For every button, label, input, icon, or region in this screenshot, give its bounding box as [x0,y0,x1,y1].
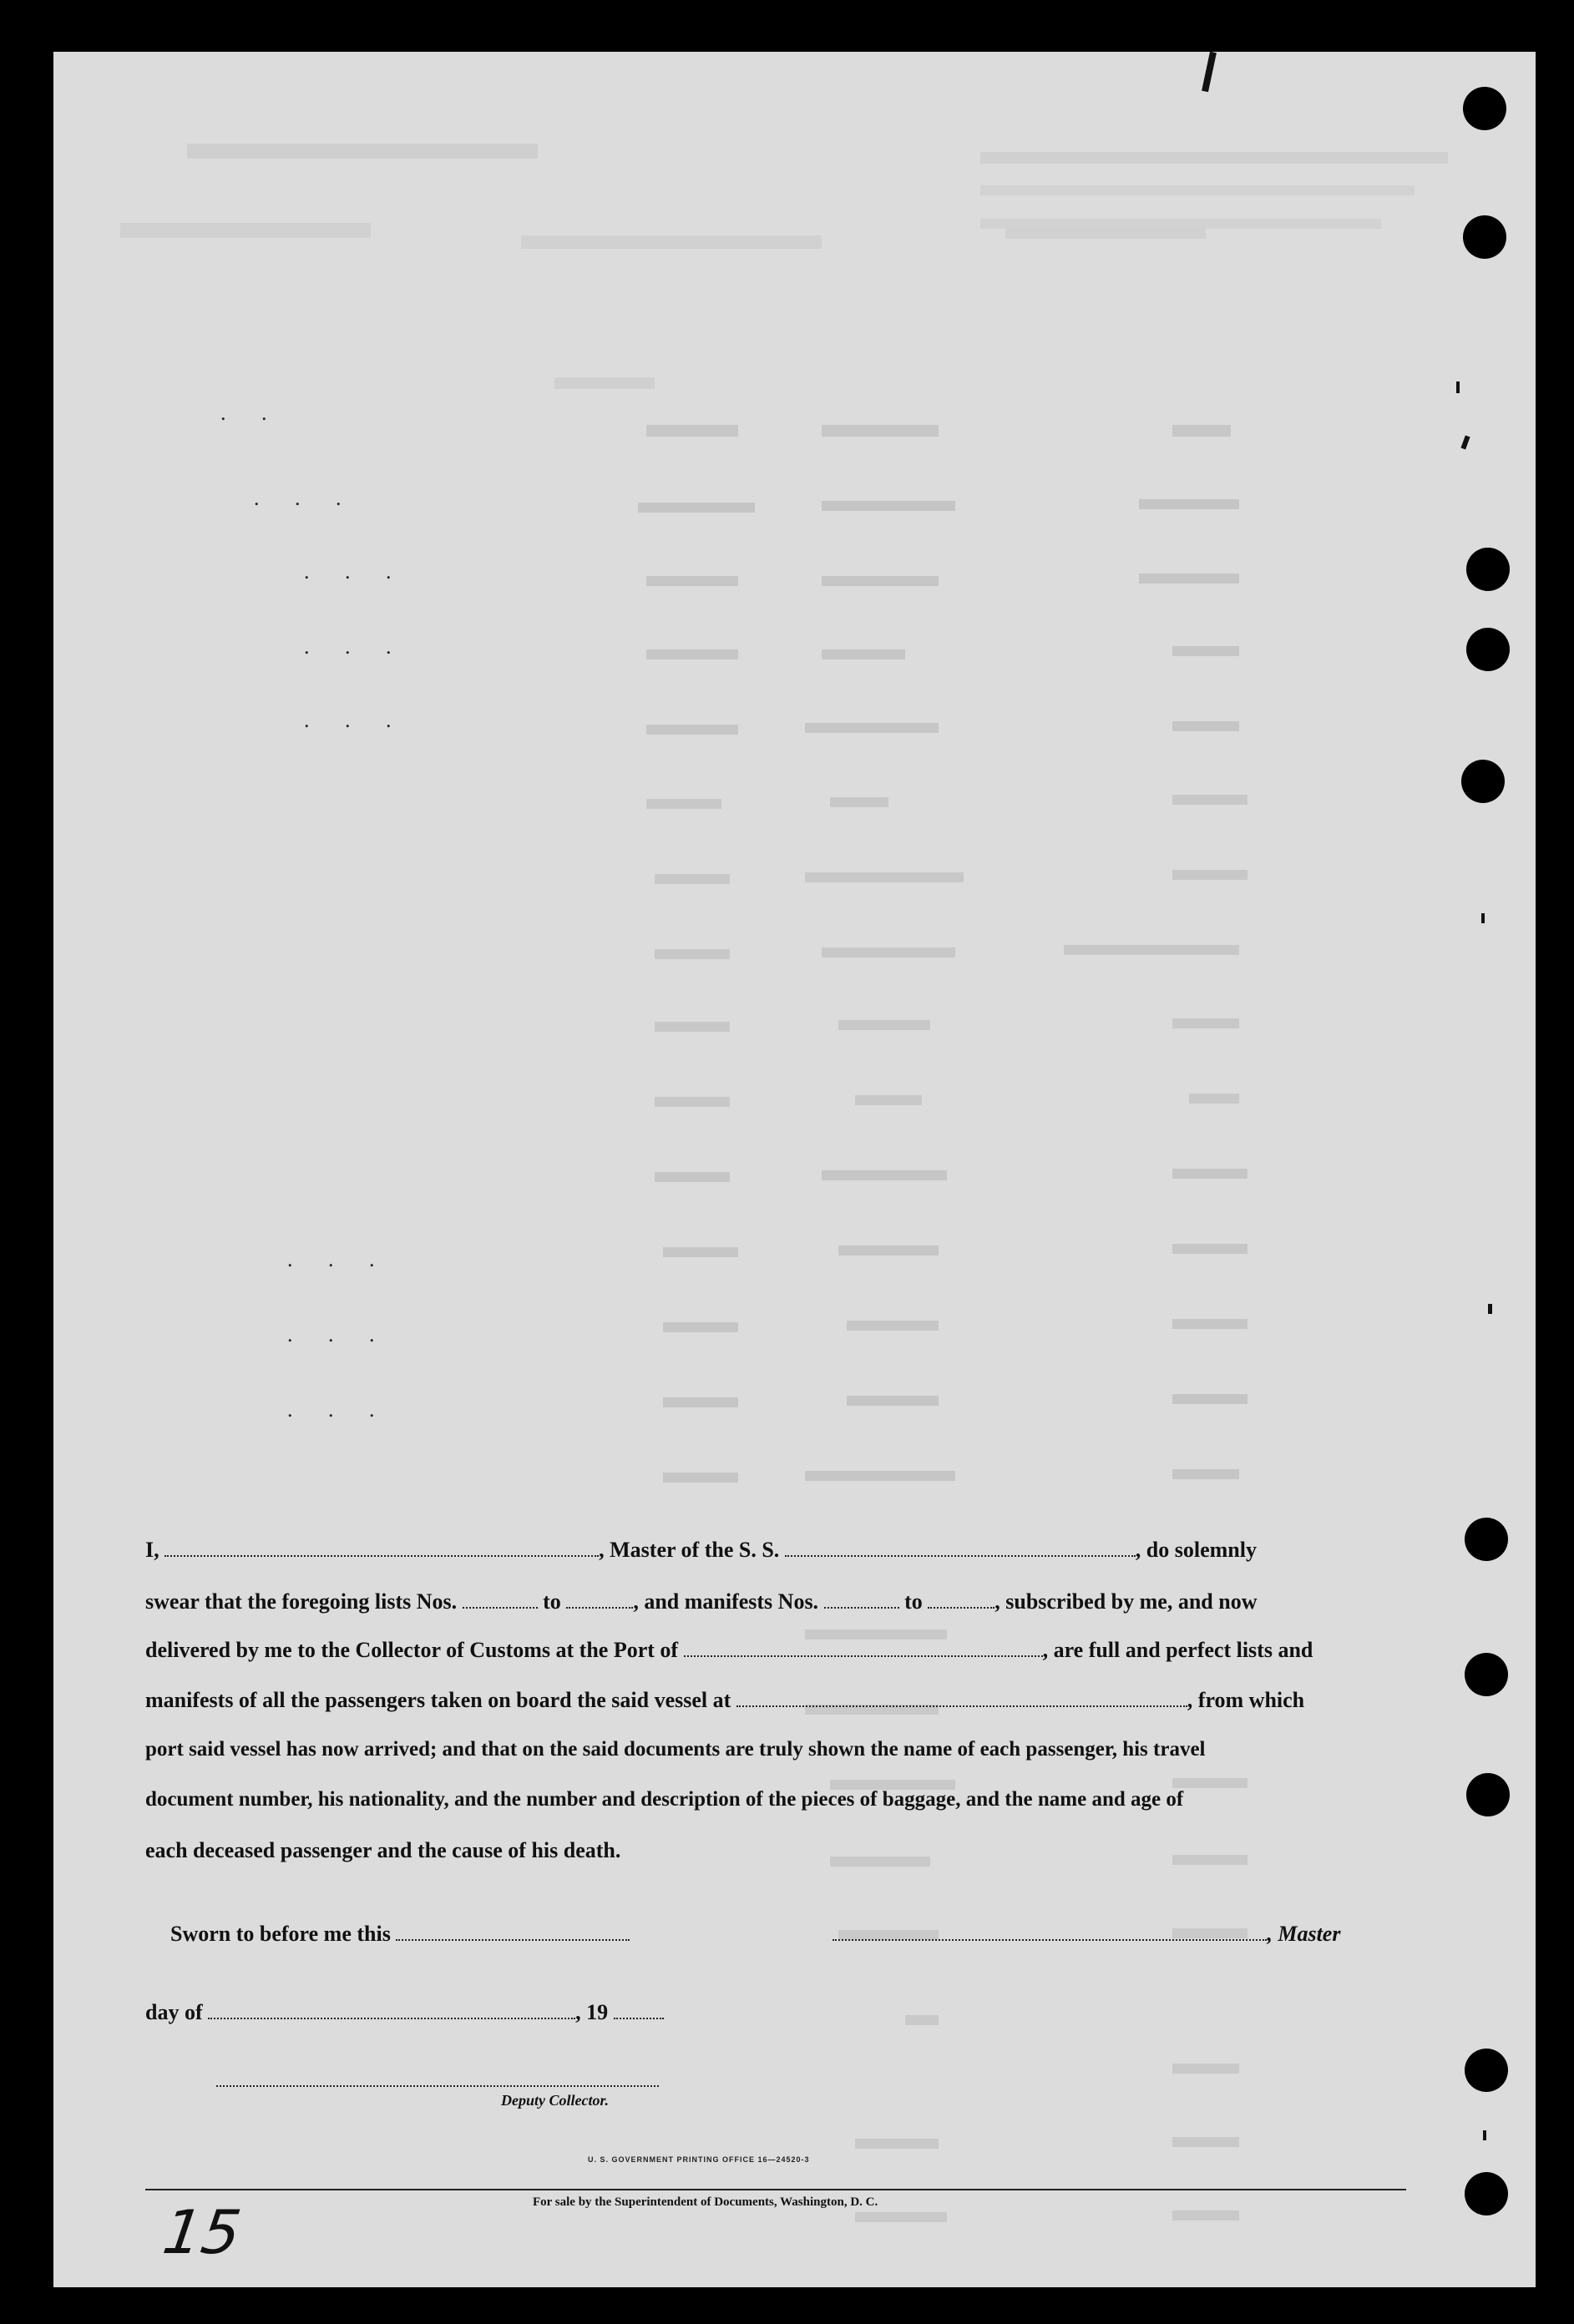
tear-mark [1202,52,1217,92]
footer-rule [145,2189,1406,2190]
declaration-line-3: delivered by me to the Collector of Customs at the Port of , are full and perfect lists and [145,1638,1313,1662]
punch-hole [1466,628,1510,671]
edge-mark [1481,913,1485,923]
punch-hole [1461,760,1505,803]
punch-hole [1465,1653,1508,1696]
day-of-line: day of , 19 [145,2000,1465,2025]
punch-hole [1466,548,1510,591]
manifest-page: . . . . . . . . . . . . . . . . . . . . . . . I, , Master of the S. S. , do solemnly swear that the foregoing lists Nos. to , and manifests Nos. to , subscribed by me, and now delivered by me to the Collector of Customs at the Port of , are full and perfect lists and manifests of all the passengers taken on board the said vessel at , from which port said vessel has now arrived; and that on the said documents are truly shown the name of each passenger, his travel document number, his nationality, and the number and description of the pieces of baggage, and the name and age of each deceased passenger and the cause of his death. Sworn to before me this , Master day of , 19 Deputy Collector. U. S. GOVERNMENT PRINTING OFFICE 16—24520-3 For sale by the Superintendent of Documents, Washington, D. C. 15 [53,52,1536,2287]
punch-hole [1463,87,1506,130]
footer-note: For sale by the Superintendent of Documents, Washington, D. C. [533,2195,878,2209]
declaration-line-6: document number, his nationality, and the number and description of the pieces of baggage, and the name and age of [145,1788,1184,1811]
declaration-line-1: I, , Master of the S. S. , do solemnly [145,1538,1257,1562]
punch-hole [1465,1518,1508,1561]
printing-office-line: U. S. GOVERNMENT PRINTING OFFICE 16—24520-3 [588,2155,810,2164]
declaration-line-5: port said vessel has now arrived; and that on the said documents are truly shown the name of each passenger, his travel [145,1738,1206,1761]
punch-hole [1465,2172,1508,2215]
declaration-line-2: swear that the foregoing lists Nos. to , and manifests Nos. to , subscribed by me, and now [145,1589,1258,1614]
edge-mark [1483,2130,1486,2140]
sworn-line: Sworn to before me this , Master [170,1922,1341,1946]
edge-mark [1460,435,1470,449]
punch-hole [1463,215,1506,259]
edge-mark [1488,1304,1492,1314]
punch-hole [1466,1773,1510,1816]
handwritten-page-number: 15 [159,2197,245,2267]
declaration-line-4: manifests of all the passengers taken on board the said vessel at , from which [145,1688,1305,1712]
deputy-signature-line [216,2085,659,2087]
declaration-line-7: each deceased passenger and the cause of his death. [145,1838,621,1862]
punch-hole [1465,2049,1508,2092]
edge-mark [1456,381,1460,393]
deputy-collector-label: Deputy Collector. [501,2092,609,2109]
